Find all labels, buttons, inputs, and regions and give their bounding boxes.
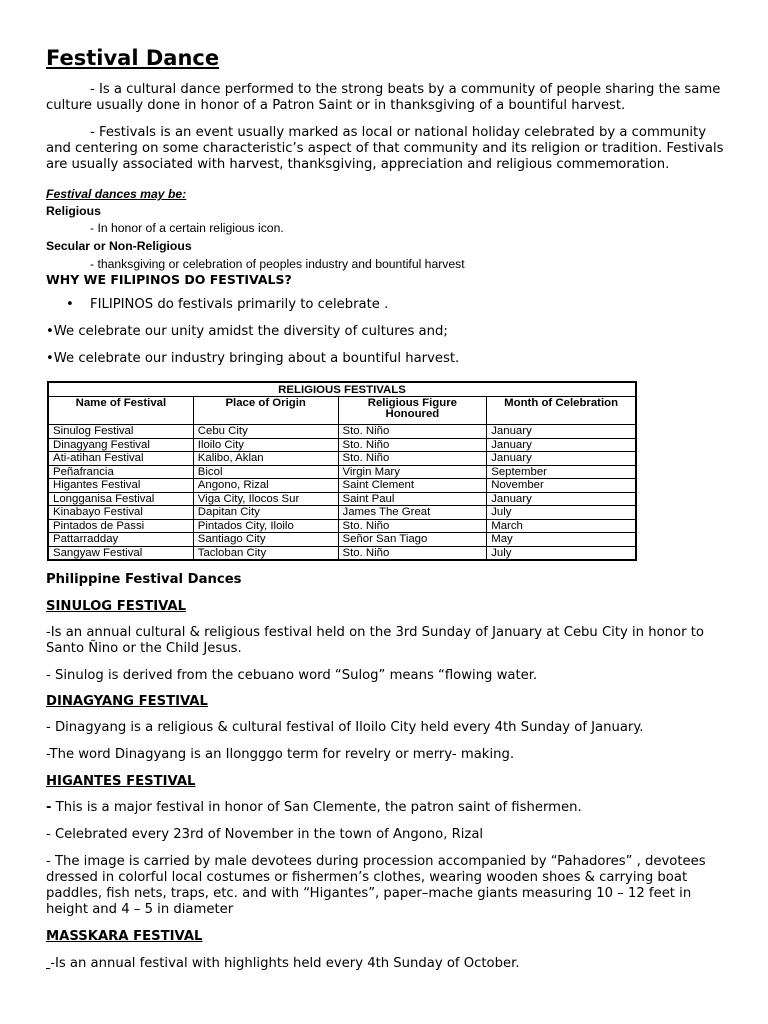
- masskara-heading: MASSKARA FESTIVAL: [46, 929, 203, 944]
- table-row: [48, 438, 636, 452]
- cell: Señor San Tiago: [338, 533, 487, 547]
- cell: Sto. Niño: [338, 519, 487, 533]
- cell: Kinabayo Festival: [48, 506, 193, 520]
- cell: Pattarradday: [48, 533, 193, 547]
- secular-desc: - thanksgiving or celebration of peoples industry and bountiful harvest: [90, 257, 465, 271]
- cell: May: [487, 533, 636, 547]
- cell: Sangyaw Festival: [48, 546, 193, 560]
- table-row: [48, 465, 636, 479]
- cell: Santiago City: [193, 533, 338, 547]
- cell: Pintados City, Iloilo: [193, 519, 338, 533]
- masskara-p1-text: -Is an annual festival with highlights held every 4th Sunday of October.: [50, 956, 520, 971]
- cell: Sto. Niño: [338, 546, 487, 560]
- higantes-p1: [46, 800, 726, 816]
- intro-paragraph-2: [46, 125, 726, 173]
- cell: Dinagyang Festival: [48, 438, 193, 452]
- header-figure: Religious Figure Honoured: [338, 397, 487, 425]
- dances-heading: Philippine Festival Dances: [46, 572, 242, 587]
- cell: November: [487, 479, 636, 493]
- higantes-heading: HIGANTES FESTIVAL: [46, 774, 196, 789]
- cell: September: [487, 465, 636, 479]
- intro-text-1: - Is a cultural dance performed to the strong beats by a community of people sharing the same culture usually done in honor of a Patron Saint or in thanksgiving of a bountiful harvest.: [46, 82, 721, 113]
- table-caption: RELIGIOUS FESTIVALS: [48, 382, 636, 397]
- cell: Viga City, Ilocos Sur: [193, 492, 338, 506]
- cell: Cebu City: [193, 425, 338, 439]
- table-row: [48, 425, 636, 439]
- cell: July: [487, 546, 636, 560]
- table-caption-row: [48, 382, 636, 397]
- types-heading: Festival dances may be:: [46, 187, 187, 201]
- header-place: Place of Origin: [193, 397, 338, 425]
- religious-festivals-table: [47, 381, 637, 561]
- sinulog-p1: -Is an annual cultural & religious festival held on the 3rd Sunday of January at Cebu City in honor to Santo Ñino or the Child Jesus.: [46, 625, 704, 656]
- cell: James The Great: [338, 506, 487, 520]
- higantes-p2: - Celebrated every 23rd of November in the town of Angono, Rizal: [46, 827, 484, 842]
- intro-paragraph-1: [46, 82, 726, 114]
- cell: Peñafrancia: [48, 465, 193, 479]
- why-bullet: FILIPINOS do festivals primarily to celebrate .: [90, 297, 389, 312]
- sinulog-p2: - Sinulog is derived from the cebuano word “Sulog” means “flowing water.: [46, 668, 538, 683]
- higantes-p3: - The image is carried by male devotees during procession accompanied by “Pahadores” , devotees dressed in colorful local costumes or fishermen’s clothes, wearing wooden shoes & carrying boat paddles, fish nets, traps, etc. and with “Higantes”, paper–mache giants measuring 10 – 12 feet in height and 4 – 5 in diameter: [46, 854, 706, 917]
- cell: January: [487, 438, 636, 452]
- table-row: [48, 546, 636, 560]
- cell: Angono, Rizal: [193, 479, 338, 493]
- table-row: [48, 506, 636, 520]
- cell: Higantes Festival: [48, 479, 193, 493]
- cell: Virgin Mary: [338, 465, 487, 479]
- why-heading: WHY WE FILIPINOS DO FESTIVALS?: [46, 272, 292, 287]
- table-row: [48, 533, 636, 547]
- higantes-dash: -: [46, 800, 52, 815]
- why-line-1: •We celebrate our unity amidst the diversity of cultures and;: [46, 324, 448, 339]
- cell: Sto. Niño: [338, 452, 487, 466]
- cell: Ati-atihan Festival: [48, 452, 193, 466]
- cell: January: [487, 452, 636, 466]
- cell: Saint Paul: [338, 492, 487, 506]
- bullet-dot: •: [66, 297, 74, 312]
- religious-label: Religious: [46, 204, 101, 218]
- page-title: Festival Dance: [46, 46, 220, 70]
- dinagyang-p1: - Dinagyang is a religious & cultural festival of Iloilo City held every 4th Sunday of January.: [46, 720, 644, 735]
- table-row: [48, 519, 636, 533]
- cell: Sto. Niño: [338, 438, 487, 452]
- dinagyang-p2: -The word Dinagyang is an Ilongggo term for revelry or merry- making.: [46, 747, 515, 762]
- table-row: [48, 492, 636, 506]
- cell: March: [487, 519, 636, 533]
- cell: Kalibo, Aklan: [193, 452, 338, 466]
- cell: Longganisa Festival: [48, 492, 193, 506]
- table-row: [48, 479, 636, 493]
- intro-text-2: - Festivals is an event usually marked as local or national holiday celebrated by a community and centering on some characteristic’s aspect of that community and its religion or tradition. Festivals are usually associated with harvest, thanksgiving, appreciation and religious commemoration.: [46, 125, 724, 172]
- cell: Saint Clement: [338, 479, 487, 493]
- cell: July: [487, 506, 636, 520]
- cell: Sinulog Festival: [48, 425, 193, 439]
- header-name: Name of Festival: [48, 397, 193, 425]
- masskara-p1: [46, 956, 726, 972]
- religious-desc: - In honor of a certain religious icon.: [90, 221, 284, 235]
- why-line-2: •We celebrate our industry bringing about a bountiful harvest.: [46, 351, 460, 366]
- cell: Sto. Niño: [338, 425, 487, 439]
- cell: Bicol: [193, 465, 338, 479]
- sinulog-heading: SINULOG FESTIVAL: [46, 599, 187, 614]
- cell: Iloilo City: [193, 438, 338, 452]
- cell: January: [487, 425, 636, 439]
- secular-label: Secular or Non-Religious: [46, 239, 192, 253]
- cell: Tacloban City: [193, 546, 338, 560]
- dinagyang-heading: DINAGYANG FESTIVAL: [46, 694, 208, 709]
- cell: January: [487, 492, 636, 506]
- table-header-row: [48, 397, 636, 425]
- cell: Dapitan City: [193, 506, 338, 520]
- table-row: [48, 452, 636, 466]
- header-month: Month of Celebration: [487, 397, 636, 425]
- cell: Pintados de Passi: [48, 519, 193, 533]
- higantes-p1-text: This is a major festival in honor of San Clemente, the patron saint of fishermen.: [51, 800, 582, 815]
